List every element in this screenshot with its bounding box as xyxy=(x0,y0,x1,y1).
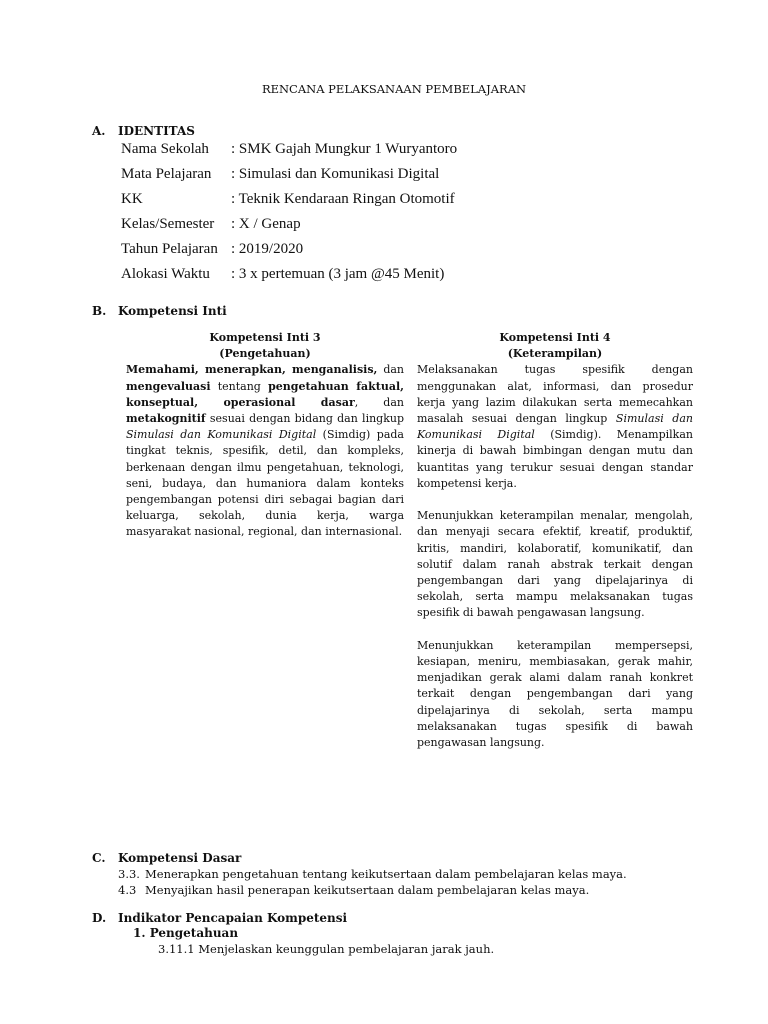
section-c-number: C. xyxy=(92,851,106,865)
identity-value: : 2019/2020 xyxy=(231,241,304,257)
section-d-number: D. xyxy=(92,911,107,925)
section-a-number: A. xyxy=(92,124,106,138)
document-title: RENCANA PELAKSANAAN PEMBELAJARAN xyxy=(261,82,527,96)
identity-label: Mata Pelajaran xyxy=(121,166,212,182)
ki4-paragraph-3: Menunjukkan keterampilan mempersepsi, kesiapan, meniru, membiasakan, gerak mahir, menjadikan gerak alami dalam ranah konkret terkait dengan pengembangan dari yang dipelajarinya di sekolah, serta mampu melaksanakan tugas spesifik di bawah pengawasan langsung. xyxy=(417,638,693,750)
ki4-column xyxy=(417,330,693,751)
ki3-title: Kompetensi Inti 3 xyxy=(209,331,321,344)
indikator-subheading: 1. Pengetahuan xyxy=(133,926,239,940)
identity-label: Tahun Pelajaran xyxy=(121,241,218,257)
section-c-heading: Kompetensi Dasar xyxy=(118,851,242,865)
identity-label: KK xyxy=(121,191,143,207)
kd-text: Menerapkan pengetahuan tentang keikutsertaan dalam pembelajaran kelas maya. xyxy=(145,867,627,881)
identity-label: Nama Sekolah xyxy=(121,141,209,157)
kd-text: Menyajikan hasil penerapan keikutsertaan dalam pembelajaran kelas maya. xyxy=(145,883,590,897)
identity-row xyxy=(121,141,457,158)
identity-row xyxy=(121,241,303,258)
identity-value: : SMK Gajah Mungkur 1 Wuryantoro xyxy=(231,141,458,157)
identity-value: : 3 x pertemuan (3 jam @45 Menit) xyxy=(231,266,445,282)
identity-label: Alokasi Waktu xyxy=(121,266,210,282)
ki3-column xyxy=(126,330,404,541)
section-a-heading: IDENTITAS xyxy=(118,124,195,138)
ki3-text: Memahami, menerapkan, menganalisis, dan mengevaluasi tentang pengetahuan faktual, konseptual, operasional dasar, dan metakognitif sesuai dengan bidang dan lingkup Simulasi dan Komunikasi Digital (Simdig) pada tingkat teknis, spesifik, detil, dan kompleks, berkenaan dengan ilmu pengetahuan, teknologi, seni, budaya, dan humaniora dalam konteks pengembangan potensi diri sebagai bagian dari keluarga, sekolah, dunia kerja, warga masyarakat nasional, regional, dan internasional. xyxy=(126,363,404,539)
indikator-item: 3.11.1 Menjelaskan keunggulan pembelajaran jarak jauh. xyxy=(158,942,495,956)
identity-row xyxy=(121,191,455,208)
ki4-paragraph-1: Melaksanakan tugas spesifik dengan menggunakan alat, informasi, dan prosedur kerja yang lazim dilakukan serta memecahkan masalah sesuai dengan lingkup Simulasi dan Komunikasi Digital (Simdig). Menampilkan kinerja di bawah bimbingan dengan mutu dan kuantitas yang terukur sesuai dengan standar kompetensi kerja. xyxy=(417,363,693,490)
ki3-subtitle: (Pengetahuan) xyxy=(219,347,311,361)
kd-number: 4.3 xyxy=(118,883,137,897)
kd-item xyxy=(118,867,627,881)
identity-row xyxy=(121,216,301,233)
identity-value: : Simulasi dan Komunikasi Digital xyxy=(231,166,440,182)
section-d-heading: Indikator Pencapaian Kompetensi xyxy=(118,911,348,925)
ki4-title: Kompetensi Inti 4 xyxy=(499,331,611,344)
section-b-number: B. xyxy=(92,304,107,318)
ki4-subtitle: (Keterampilan) xyxy=(507,347,603,361)
identity-row xyxy=(121,266,444,283)
identity-value: : X / Genap xyxy=(231,216,301,232)
identity-row xyxy=(121,166,439,183)
kd-number: 3.3. xyxy=(118,867,140,881)
ki4-paragraph-2: Menunjukkan keterampilan menalar, mengolah, dan menyaji secara efektif, kreatif, produktif, kritis, mandiri, kolaboratif, komunikatif, dan solutif dalam ranah abstrak terkait dengan pengembangan dari yang dipelajarinya di sekolah, serta mampu melaksanakan tugas spesifik di bawah pengawasan langsung. xyxy=(417,509,693,620)
identity-value: : Teknik Kendaraan Ringan Otomotif xyxy=(231,191,455,207)
kd-item xyxy=(118,883,589,897)
identity-label: Kelas/Semester xyxy=(121,216,215,232)
section-b-heading: Kompetensi Inti xyxy=(118,304,227,318)
